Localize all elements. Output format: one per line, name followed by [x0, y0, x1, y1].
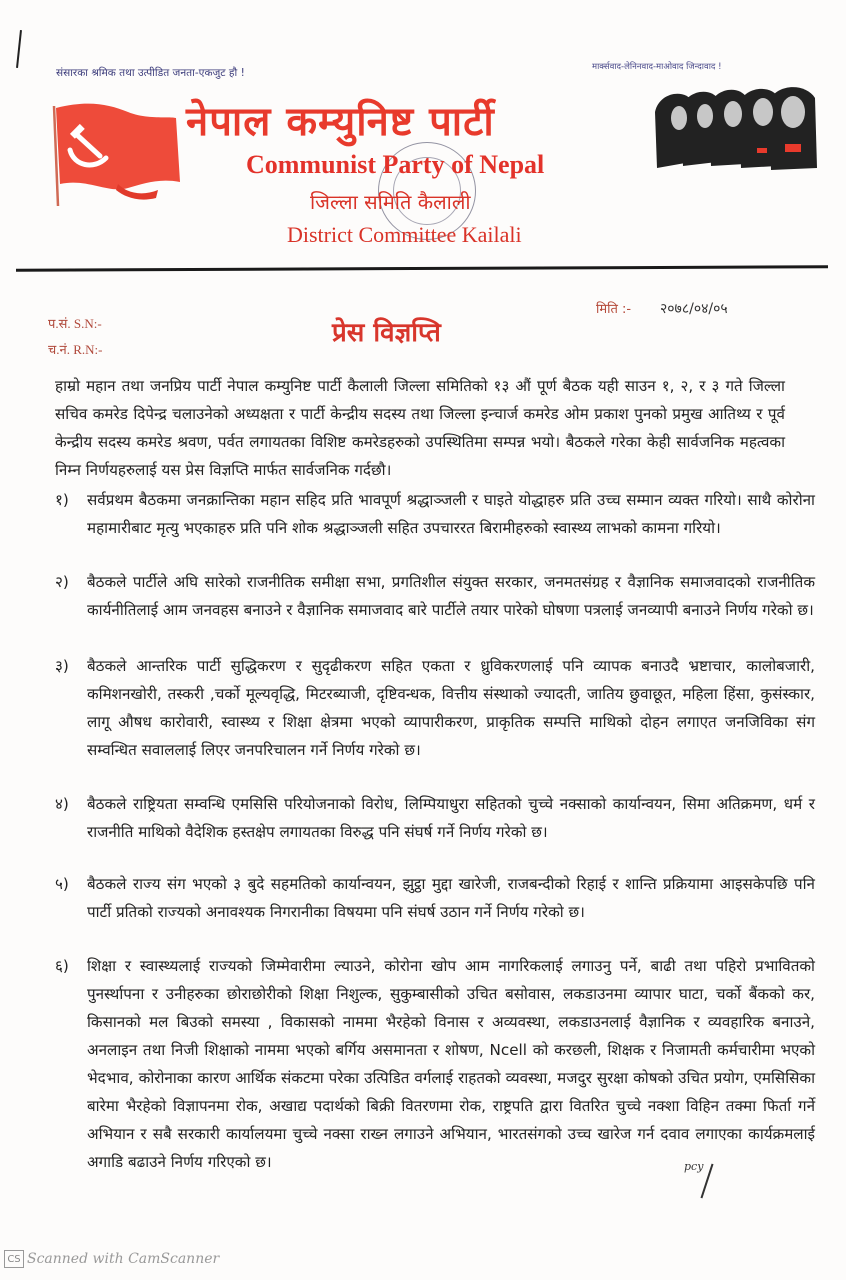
- document-title: प्रेस विज्ञप्ति: [332, 318, 441, 348]
- serial-number-label: प.सं. S.N:-: [48, 316, 102, 331]
- decision-text: बैठकले पार्टीले अघि सारेको राजनीतिक समीक्षा सभा, प्रगतिशील संयुक्त सरकार, जनमतसंग्रह र वैज्ञानिक समाजवादको राजनीतिक कार्यनीतिलाई आम जनवहस बनाउने र वैज्ञानिक समाजवाद बारे पार्टीले तयार पारेको घोषणा पत्रलाई जनव्यापी बनाउने निर्णय गरेको छ।: [87, 573, 815, 619]
- decision-item: [55, 568, 815, 624]
- decision-number: ४): [55, 795, 69, 813]
- decision-number: ६): [55, 957, 69, 975]
- pen-mark: [16, 30, 22, 68]
- decision-number: ५): [55, 875, 69, 893]
- slogan-right: मार्क्सवाद-लेनिनवाद-माओवाद जिन्दावाद !: [592, 62, 722, 72]
- district-committee-nepali: जिल्ला समिति कैलाली: [310, 190, 471, 214]
- date-label: मिति :-: [596, 302, 632, 317]
- party-name-nepali: नेपाल कम्युनिष्ट पार्टी: [186, 99, 495, 145]
- scanner-watermark: [4, 1250, 219, 1268]
- header-divider: [16, 265, 828, 272]
- camscanner-logo-icon: CS: [4, 1250, 24, 1268]
- district-committee-english: District Committee Kailali: [287, 222, 522, 247]
- decision-number: १): [55, 491, 69, 509]
- party-name-english: Communist Party of Nepal: [246, 150, 545, 179]
- date-value: २०७८/०४/०५: [660, 301, 728, 317]
- decision-number: २): [55, 573, 69, 591]
- hammer-sickle-flag-icon: [48, 98, 183, 208]
- decision-item: [55, 870, 815, 926]
- intro-paragraph: हाम्रो महान तथा जनप्रिय पार्टी नेपाल कम्युनिष्ट पार्टी कैलाली जिल्ला समितिको १३ औं पूर्ण बैठक यही साउन १, २, र ३ गते जिल्ला सचिव कमरेड दिपेन्द्र चलाउनेको अध्यक्षता र पार्टी केन्द्रीय सदस्य तथा जिल्ला इन्चार्ज कमरेड ओम प्रकाश पुनको प्रमुख आतिथ्य र पूर्व केन्द्रीय सदस्य कमरेड श्रवण, पर्वत लगायतका विशिष्ट कमरेडहरुको उपस्थितिमा सम्पन्न भयो। बैठकले गरेका केही सार्वजनिक महत्वका निम्न निर्णयहरुलाई यस प्रेस विज्ञप्ति मार्फत सार्वजनिक गर्दछौ।: [55, 377, 785, 479]
- decision-number: ३): [55, 657, 69, 675]
- slogan-left: संसारका श्रमिक तथा उत्पीडित जनता-एकजुट हौ !: [56, 67, 245, 79]
- leaders-portrait-icon: [645, 82, 825, 174]
- decision-text: बैठकले राज्य संग भएको ३ बुदे सहमतिको कार्यान्वयन, झुट्ठा मुद्दा खारेजी, राजबन्दीको रिहाई र शान्ति प्रक्रियामा आइसकेपछि पनि पार्टी प्रतिको राज्यको अनावश्यक निगरानीका विषयमा पनि संघर्ष उठान गर्ने निर्णय गरेको छ।: [87, 875, 815, 921]
- reference-number-label: च.नं. R.N:-: [48, 342, 103, 357]
- decision-item: [55, 486, 815, 542]
- decision-text: सर्वप्रथम बैठकमा जनक्रान्तिका महान सहिद प्रति भावपूर्ण श्रद्धाञ्जली र घाइते योद्धाहरु प्रति उच्च सम्मान व्यक्त गरियो। साथै कोरोना महामारीबाट मृत्यु भएकाहरु प्रति पनि शोक श्रद्धाञ्जली सहित उपचाररत बिरामीहरुको स्वास्थ्य लाभको कामना गरियो।: [87, 491, 815, 537]
- decision-item: [55, 790, 815, 846]
- decision-text: बैठकले आन्तरिक पार्टी सुद्धिकरण र सुदृढीकरण सहित एकता र ध्रुविकरणलाई पनि व्यापक बनाउदै भ्रष्टाचार, कालोबजारी, कमिशनखोरी, तस्करी ,चर्को मूल्यवृद्धि, मिटरब्याजी, दृष्टिवन्धक, वित्तीय संस्थाको ज्यादती, जातिय छुवाछूत, महिला हिंसा, कुसंस्कार, लागू औषध कारोवारी, स्वास्थ्य र शिक्षा क्षेत्रमा भएको व्यापारीकरण, प्राकृतिक सम्पत्ति माथिको दोहन लगाएत जनजिविका संग सम्वन्धित सवाललाई लिएर जनपरिचालन गर्ने निर्णय गरेको छ।: [87, 657, 815, 759]
- decision-item: [55, 952, 815, 1176]
- handwritten-initials: pcy: [684, 1160, 704, 1173]
- decision-item: [55, 652, 815, 764]
- decision-text: शिक्षा र स्वास्थ्यलाई राज्यको जिम्मेवारीमा ल्याउने, कोरोना खोप आम नागरिकलाई लगाउनु पर्ने, बाढी तथा पहिरो प्रभावितको पुनर्स्थापना र उनीहरुका छोराछोरीको शिक्षा निशुल्क, सुकुम्बासीको उचित बसोवास, लकडाउनमा व्यापार घाटा, चर्को बैंकको कर, किसानको मल बिउको समस्या , विकासको नाममा भैरहेको विनास र अव्यवस्था, लकडाउनलाई वैज्ञानिक र व्यवहारिक बनाउने, अनलाइन तथा निजी शिक्षाको नाममा भएको बर्गिय असमानता र शोषण, Ncell को करछली, शिक्षक र निजामती कर्मचारीमा भएको भेदभाव, कोरोनाका कारण आर्थिक संकटमा परेका उत्पिडित वर्गलाई राहतको व्यवस्था, मजदुर सुरक्षा कोषको उचित प्रयोग, एमसिसिका बारेमा भैरहेको विज्ञापनमा रोक, अखाद्य पदार्थको बिक्री वितरणमा रोक, राष्ट्रपति द्वारा वितरित चुच्चे नक्शा विहिन तक्मा फिर्ता गर्ने अभियान र सबै सरकारी कार्यालयमा चुच्चे नक्सा राख्न लगाउने अभियान, भारतसंगको उच्च खारेज गर्न दवाव लगाएका कार्यक्रमलाई अगाडि बढाउने निर्णय गरिएको छ।: [87, 957, 815, 1171]
- watermark-text: Scanned with CamScanner: [27, 1251, 220, 1267]
- decision-text: बैठकले राष्ट्रियता सम्वन्धि एमसिसि परियोजनाको विरोध, लिम्पियाधुरा सहितको चुच्चे नक्साको कार्यान्वयन, सिमा अतिक्रमण, धर्म र राजनीति माथिको वैदेशिक हस्तक्षेप लगायतका विरुद्ध पनि संघर्ष गर्ने निर्णय गरेको छ।: [87, 795, 815, 841]
